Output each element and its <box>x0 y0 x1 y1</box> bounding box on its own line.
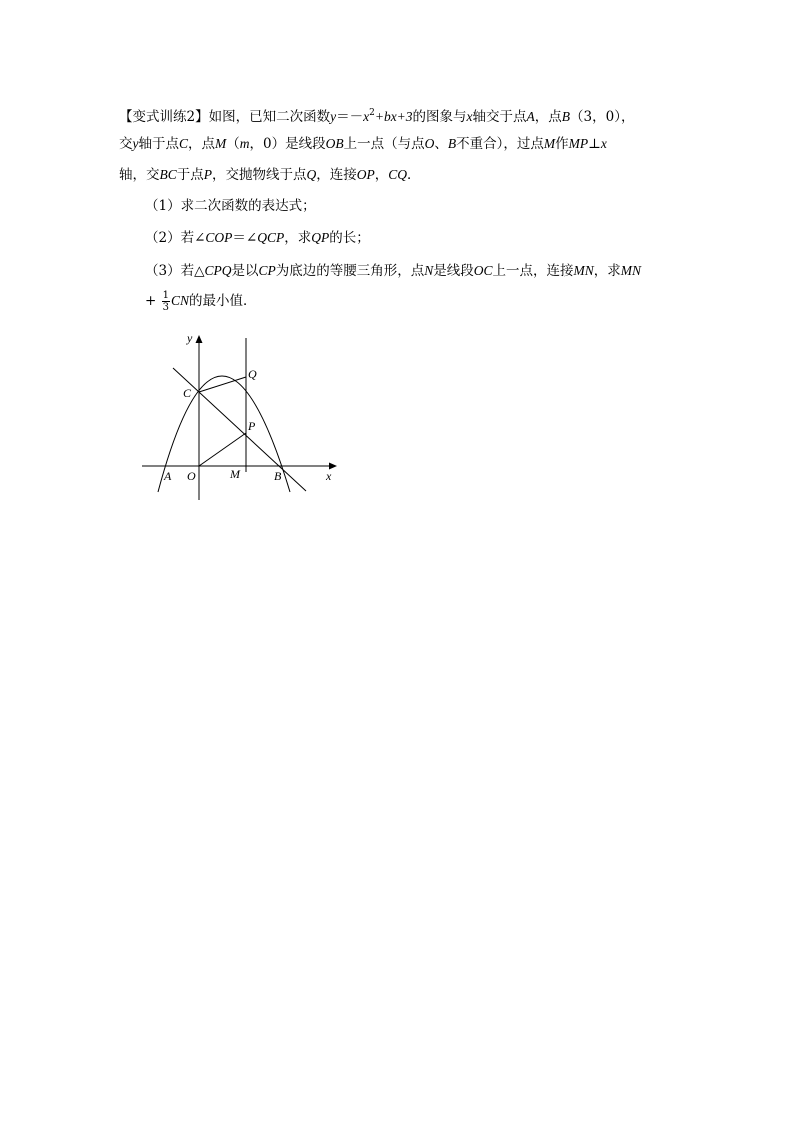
segment-cq <box>199 377 246 392</box>
question-1: （1）求二次函数的表达式； <box>145 198 316 214</box>
question-3-continued: + $\frac{1}{3}$ CN的最小值． <box>145 290 257 313</box>
label-q: Q <box>248 367 257 381</box>
problem-tag: 【变式训练2】 <box>119 109 209 125</box>
label-c: C <box>183 386 192 400</box>
y-axis-arrow <box>196 335 203 343</box>
label-y: y <box>187 331 193 345</box>
parabola-figure <box>140 330 350 510</box>
label-m: M <box>230 467 240 481</box>
segment-op <box>199 433 246 466</box>
label-p: P <box>248 419 256 433</box>
fraction-one-third: $\frac{1}{3}$ <box>162 290 169 313</box>
problem-line-3: 轴，交BC于点P，交抛物线于点Q，连接OP，CQ． <box>119 167 421 183</box>
problem-line-2: 交y轴于点C，点M（m，0）是线段OB上一点（与点O、B不重合），过点M作MP⊥x <box>119 136 607 152</box>
parabola-curve <box>158 376 290 492</box>
question-2: （2）若∠COP＝∠QCP，求QP的长； <box>145 230 370 246</box>
question-3: （3）若△CPQ是以CP为底边的等腰三角形，点N是线段OC上一点，连接MN，求MN <box>145 263 642 279</box>
label-o: O <box>187 469 196 483</box>
label-a: A <box>164 469 172 483</box>
label-x: x <box>326 469 332 483</box>
problem-line-1: 【变式训练2】如图，已知二次函数$y=-x^2+bx+3$的图象与x轴交于点A，点B（3，0）， <box>119 108 635 125</box>
label-b: B <box>274 469 282 483</box>
